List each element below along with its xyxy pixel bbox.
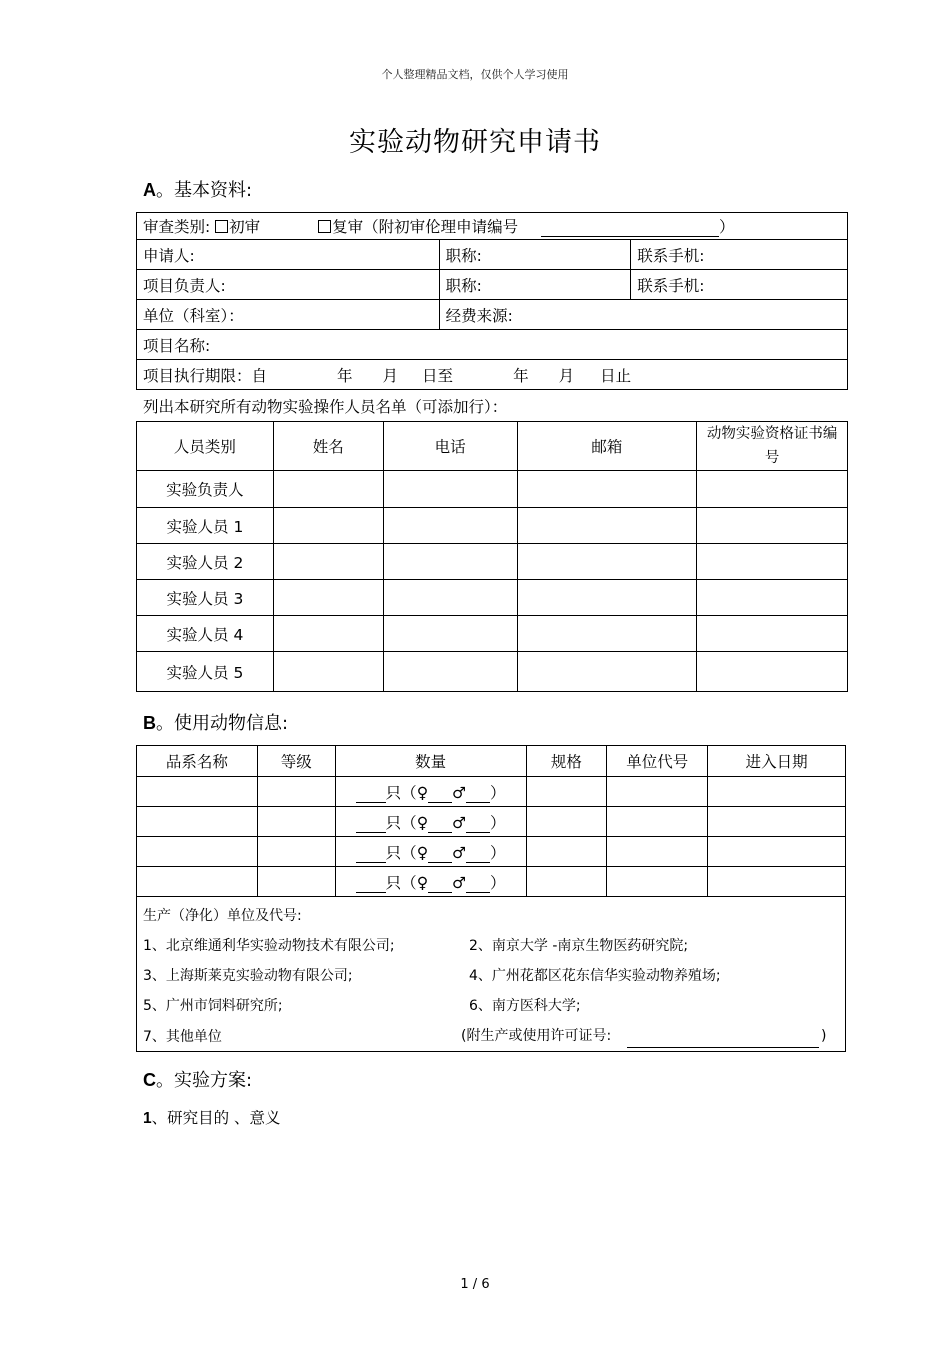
item-research-purpose: 1、研究目的 、意义 (143, 1109, 281, 1127)
project-name-field[interactable]: 项目名称: (137, 330, 848, 360)
applicant-field[interactable]: 申请人: (137, 240, 440, 270)
animal-cell[interactable] (708, 867, 846, 897)
project-leader-field[interactable]: 项目负责人: (137, 270, 440, 300)
animal-header-quantity: 数量 (335, 746, 526, 777)
quantity-cell[interactable]: 只（♀ ♂ ） (335, 777, 526, 807)
animal-cell[interactable] (257, 837, 335, 867)
animal-info-table (136, 745, 846, 1052)
staff-cell[interactable] (273, 471, 383, 508)
funding-source-field[interactable]: 经费来源: (439, 300, 847, 330)
applicant-title-field[interactable]: 职称: (439, 240, 631, 270)
animal-cell[interactable] (607, 867, 708, 897)
initial-review-checkbox[interactable] (215, 220, 228, 233)
producer-line: 1、北京维通利华实验动物技术有限公司; 2、南京大学 -南京生物医药研究院; (143, 938, 689, 954)
staff-row-label: 实验负责人 (137, 471, 274, 508)
staff-cell[interactable] (517, 652, 697, 692)
leader-title-field[interactable]: 职称: (439, 270, 631, 300)
page-number: 1 / 6 (460, 1277, 490, 1292)
animal-cell[interactable] (137, 807, 258, 837)
staff-cell[interactable] (697, 616, 848, 652)
unit-field[interactable]: 单位（科室）： (137, 300, 440, 330)
staff-cell[interactable] (697, 652, 848, 692)
document-title: 实验动物研究申请书 (349, 127, 601, 158)
staff-cell[interactable] (273, 652, 383, 692)
staff-table (136, 421, 848, 692)
staff-cell[interactable] (383, 616, 517, 652)
quantity-cell[interactable]: 只（♀ ♂ ） (335, 867, 526, 897)
producer-line: 5、广州市饲料研究所; 6、南方医科大学; (143, 998, 581, 1014)
staff-cell[interactable] (517, 471, 697, 508)
review-type-row: 审查类别: 初审 复审（附初审伦理申请编号 ） (137, 213, 848, 240)
staff-header-category: 人员类别 (137, 422, 274, 471)
producer-list-cell (137, 897, 846, 1052)
staff-cell[interactable] (383, 508, 517, 544)
staff-list-note: 列出本研究所有动物实验操作人员名单（可添加行）： (143, 398, 508, 416)
basic-info-table (136, 212, 848, 390)
initial-application-number-field[interactable] (541, 218, 719, 237)
staff-header-phone: 电话 (383, 422, 517, 471)
staff-cell[interactable] (383, 544, 517, 580)
repeat-review-checkbox[interactable] (318, 220, 331, 233)
section-c-heading: C。实验方案: (143, 1070, 253, 1091)
animal-header-strain: 品系名称 (137, 746, 258, 777)
quantity-cell[interactable]: 只（♀ ♂ ） (335, 837, 526, 867)
animal-cell[interactable] (526, 777, 607, 807)
staff-cell[interactable] (517, 508, 697, 544)
animal-header-entry-date: 进入日期 (708, 746, 846, 777)
staff-row-label: 实验人员 3 (137, 580, 274, 616)
staff-row-label: 实验人员 2 (137, 544, 274, 580)
staff-cell[interactable] (697, 580, 848, 616)
animal-cell[interactable] (257, 777, 335, 807)
staff-row-label: 实验人员 4 (137, 616, 274, 652)
staff-row-label: 实验人员 1 (137, 508, 274, 544)
animal-cell[interactable] (708, 837, 846, 867)
staff-cell[interactable] (517, 616, 697, 652)
animal-cell[interactable] (607, 837, 708, 867)
staff-header-name: 姓名 (273, 422, 383, 471)
leader-phone-field[interactable]: 联系手机: (631, 270, 848, 300)
staff-header-certificate: 动物实验资格证书编号 (697, 422, 848, 471)
animal-header-grade: 等级 (257, 746, 335, 777)
staff-cell[interactable] (383, 652, 517, 692)
animal-cell[interactable] (257, 807, 335, 837)
staff-cell[interactable] (273, 544, 383, 580)
staff-cell[interactable] (517, 580, 697, 616)
staff-row-label: 实验人员 5 (137, 652, 274, 692)
animal-cell[interactable] (137, 777, 258, 807)
staff-cell[interactable] (383, 471, 517, 508)
other-unit-field[interactable] (228, 1021, 442, 1052)
producer-other-line: 7、其他单位 (附生产或使用许可证号: ) (143, 1021, 839, 1051)
staff-cell[interactable] (273, 508, 383, 544)
project-period-field[interactable]: 项目执行期限：自 年 月 日至 年 月 日止 (137, 360, 848, 390)
producer-line: 3、上海斯莱克实验动物有限公司; 4、广州花都区花东信华实验动物养殖场; (143, 968, 721, 984)
staff-cell[interactable] (697, 471, 848, 508)
animal-cell[interactable] (257, 867, 335, 897)
animal-cell[interactable] (526, 867, 607, 897)
animal-cell[interactable] (526, 837, 607, 867)
staff-header-email: 邮箱 (517, 422, 697, 471)
animal-cell[interactable] (708, 807, 846, 837)
staff-cell[interactable] (273, 616, 383, 652)
section-b-heading: B。使用动物信息: (143, 713, 289, 734)
license-number-field[interactable] (627, 1021, 819, 1048)
animal-cell[interactable] (607, 777, 708, 807)
animal-cell[interactable] (708, 777, 846, 807)
page-header: 个人整理精品文档，仅供个人学习使用 (381, 68, 569, 81)
staff-cell[interactable] (383, 580, 517, 616)
animal-cell[interactable] (137, 867, 258, 897)
producer-title: 生产（净化）单位及代号: (143, 908, 302, 924)
staff-cell[interactable] (273, 580, 383, 616)
staff-cell[interactable] (697, 544, 848, 580)
animal-cell[interactable] (607, 807, 708, 837)
animal-header-spec: 规格 (526, 746, 607, 777)
staff-cell[interactable] (697, 508, 848, 544)
animal-cell[interactable] (137, 837, 258, 867)
animal-cell[interactable] (526, 807, 607, 837)
section-a-heading: A。基本资料: (143, 180, 253, 201)
staff-cell[interactable] (517, 544, 697, 580)
animal-header-unit-code: 单位代号 (607, 746, 708, 777)
applicant-phone-field[interactable]: 联系手机: (631, 240, 848, 270)
quantity-cell[interactable]: 只（♀ ♂ ） (335, 807, 526, 837)
